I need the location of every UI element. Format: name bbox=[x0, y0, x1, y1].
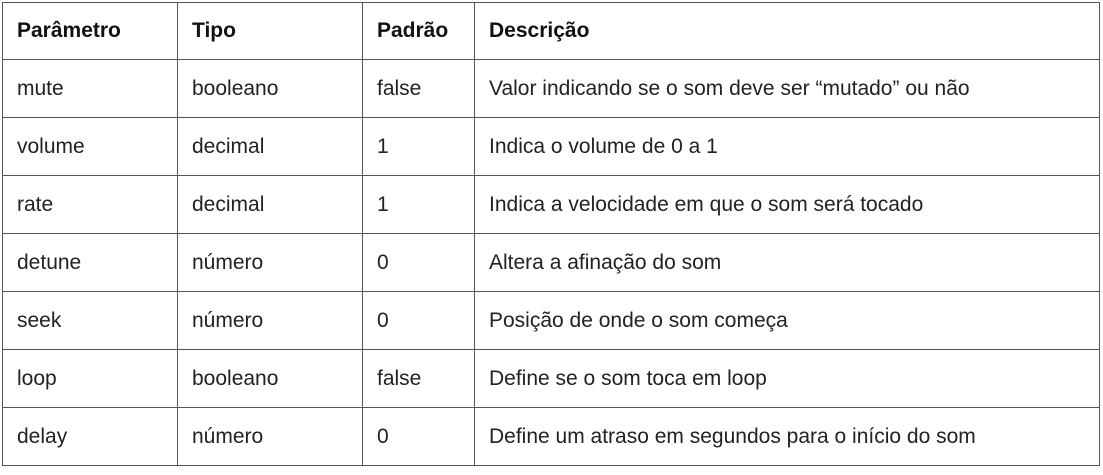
table-header-row bbox=[3, 3, 1100, 60]
cell-tipo: booleano bbox=[178, 350, 363, 408]
cell-parametro: detune bbox=[3, 234, 178, 292]
cell-padrao: 1 bbox=[363, 118, 475, 176]
cell-descricao: Define um atraso em segundos para o início do som bbox=[475, 408, 1100, 466]
cell-parametro: loop bbox=[3, 350, 178, 408]
cell-tipo: booleano bbox=[178, 60, 363, 118]
header-descricao: Descrição bbox=[475, 3, 1100, 60]
cell-padrao: 1 bbox=[363, 176, 475, 234]
table-row bbox=[3, 118, 1100, 176]
cell-parametro: volume bbox=[3, 118, 178, 176]
table-row bbox=[3, 408, 1100, 466]
cell-tipo: número bbox=[178, 292, 363, 350]
cell-parametro: seek bbox=[3, 292, 178, 350]
cell-descricao: Indica o volume de 0 a 1 bbox=[475, 118, 1100, 176]
cell-descricao: Indica a velocidade em que o som será tocado bbox=[475, 176, 1100, 234]
cell-parametro: rate bbox=[3, 176, 178, 234]
table-row bbox=[3, 60, 1100, 118]
table-row bbox=[3, 350, 1100, 408]
header-tipo: Tipo bbox=[178, 3, 363, 60]
cell-padrao: 0 bbox=[363, 234, 475, 292]
cell-padrao: 0 bbox=[363, 408, 475, 466]
cell-parametro: mute bbox=[3, 60, 178, 118]
cell-tipo: decimal bbox=[178, 118, 363, 176]
cell-tipo: decimal bbox=[178, 176, 363, 234]
table-row bbox=[3, 234, 1100, 292]
cell-tipo: número bbox=[178, 408, 363, 466]
table-row bbox=[3, 176, 1100, 234]
table-row bbox=[3, 292, 1100, 350]
cell-descricao: Posição de onde o som começa bbox=[475, 292, 1100, 350]
header-padrao: Padrão bbox=[363, 3, 475, 60]
parameters-table bbox=[2, 2, 1100, 466]
cell-padrao: false bbox=[363, 60, 475, 118]
cell-tipo: número bbox=[178, 234, 363, 292]
cell-parametro: delay bbox=[3, 408, 178, 466]
header-parametro: Parâmetro bbox=[3, 3, 178, 60]
cell-padrao: false bbox=[363, 350, 475, 408]
cell-descricao: Altera a afinação do som bbox=[475, 234, 1100, 292]
parameters-table-container bbox=[2, 2, 1100, 466]
cell-descricao: Define se o som toca em loop bbox=[475, 350, 1100, 408]
cell-descricao: Valor indicando se o som deve ser “mutado” ou não bbox=[475, 60, 1100, 118]
cell-padrao: 0 bbox=[363, 292, 475, 350]
